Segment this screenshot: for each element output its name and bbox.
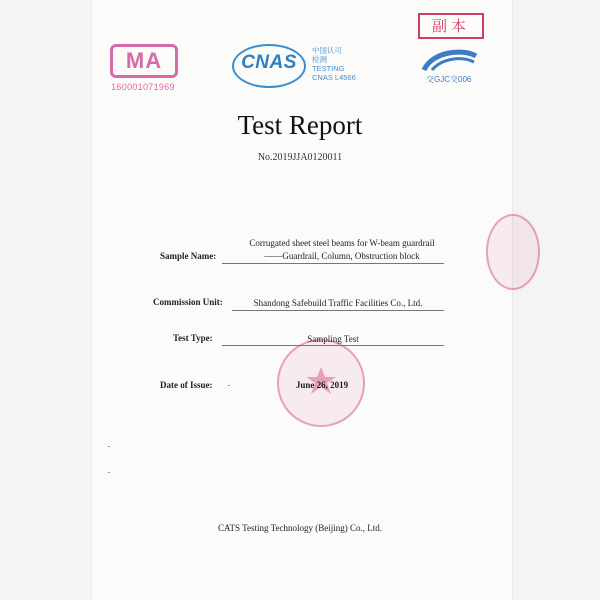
cnas-logo xyxy=(230,40,370,90)
sample-name-label: Sample Name: xyxy=(160,251,217,261)
date-of-issue-label: Date of Issue: xyxy=(160,380,213,390)
sample-name-underline xyxy=(222,263,444,264)
cnas-line-1: 中国认可 xyxy=(312,46,342,55)
margin-mark xyxy=(108,446,110,447)
cma-number: 160001071969 xyxy=(111,82,175,92)
test-type-value: Sampling Test xyxy=(307,334,359,344)
issuer-name: CATS Testing Technology (Beijing) Co., Ltd. xyxy=(218,523,382,533)
cnas-mark-text: CNAS xyxy=(241,52,297,73)
commission-unit-label: Commission Unit: xyxy=(153,297,223,307)
cnas-caption xyxy=(312,46,356,82)
copy-stamp: 副本 xyxy=(418,13,484,39)
report-title: Test Report xyxy=(237,110,363,140)
cma-mark-icon xyxy=(110,44,178,78)
sample-name-line-2: ——Guardrail, Column, Obstruction block xyxy=(264,251,420,261)
cnas-line-3: TESTING xyxy=(312,64,345,73)
date-of-issue-value: June 26, 2019 xyxy=(295,380,349,390)
sample-name-line-1: Corrugated sheet steel beams for W-beam guardrail xyxy=(249,238,435,248)
gjc-logo xyxy=(418,46,482,86)
cma-mark-text: MA xyxy=(125,48,163,73)
gjc-text: 交GJC交006 xyxy=(426,75,472,84)
margin-mark xyxy=(228,385,230,386)
report-number: No.2019JJA0120011 xyxy=(257,152,343,163)
test-type-label: Test Type: xyxy=(173,333,213,343)
cma-logo xyxy=(110,44,176,92)
gjc-road-icon xyxy=(418,46,482,76)
margin-mark xyxy=(108,472,110,473)
test-type-underline xyxy=(222,345,444,346)
edge-seal-icon xyxy=(486,214,540,290)
cnas-line-2: 检测 xyxy=(312,55,327,64)
commission-unit-underline xyxy=(232,310,444,311)
cnas-line-4: CNAS L4566 xyxy=(312,73,356,82)
commission-unit-value: Shandong Safebuild Traffic Facilities Co., Ltd. xyxy=(253,298,423,308)
